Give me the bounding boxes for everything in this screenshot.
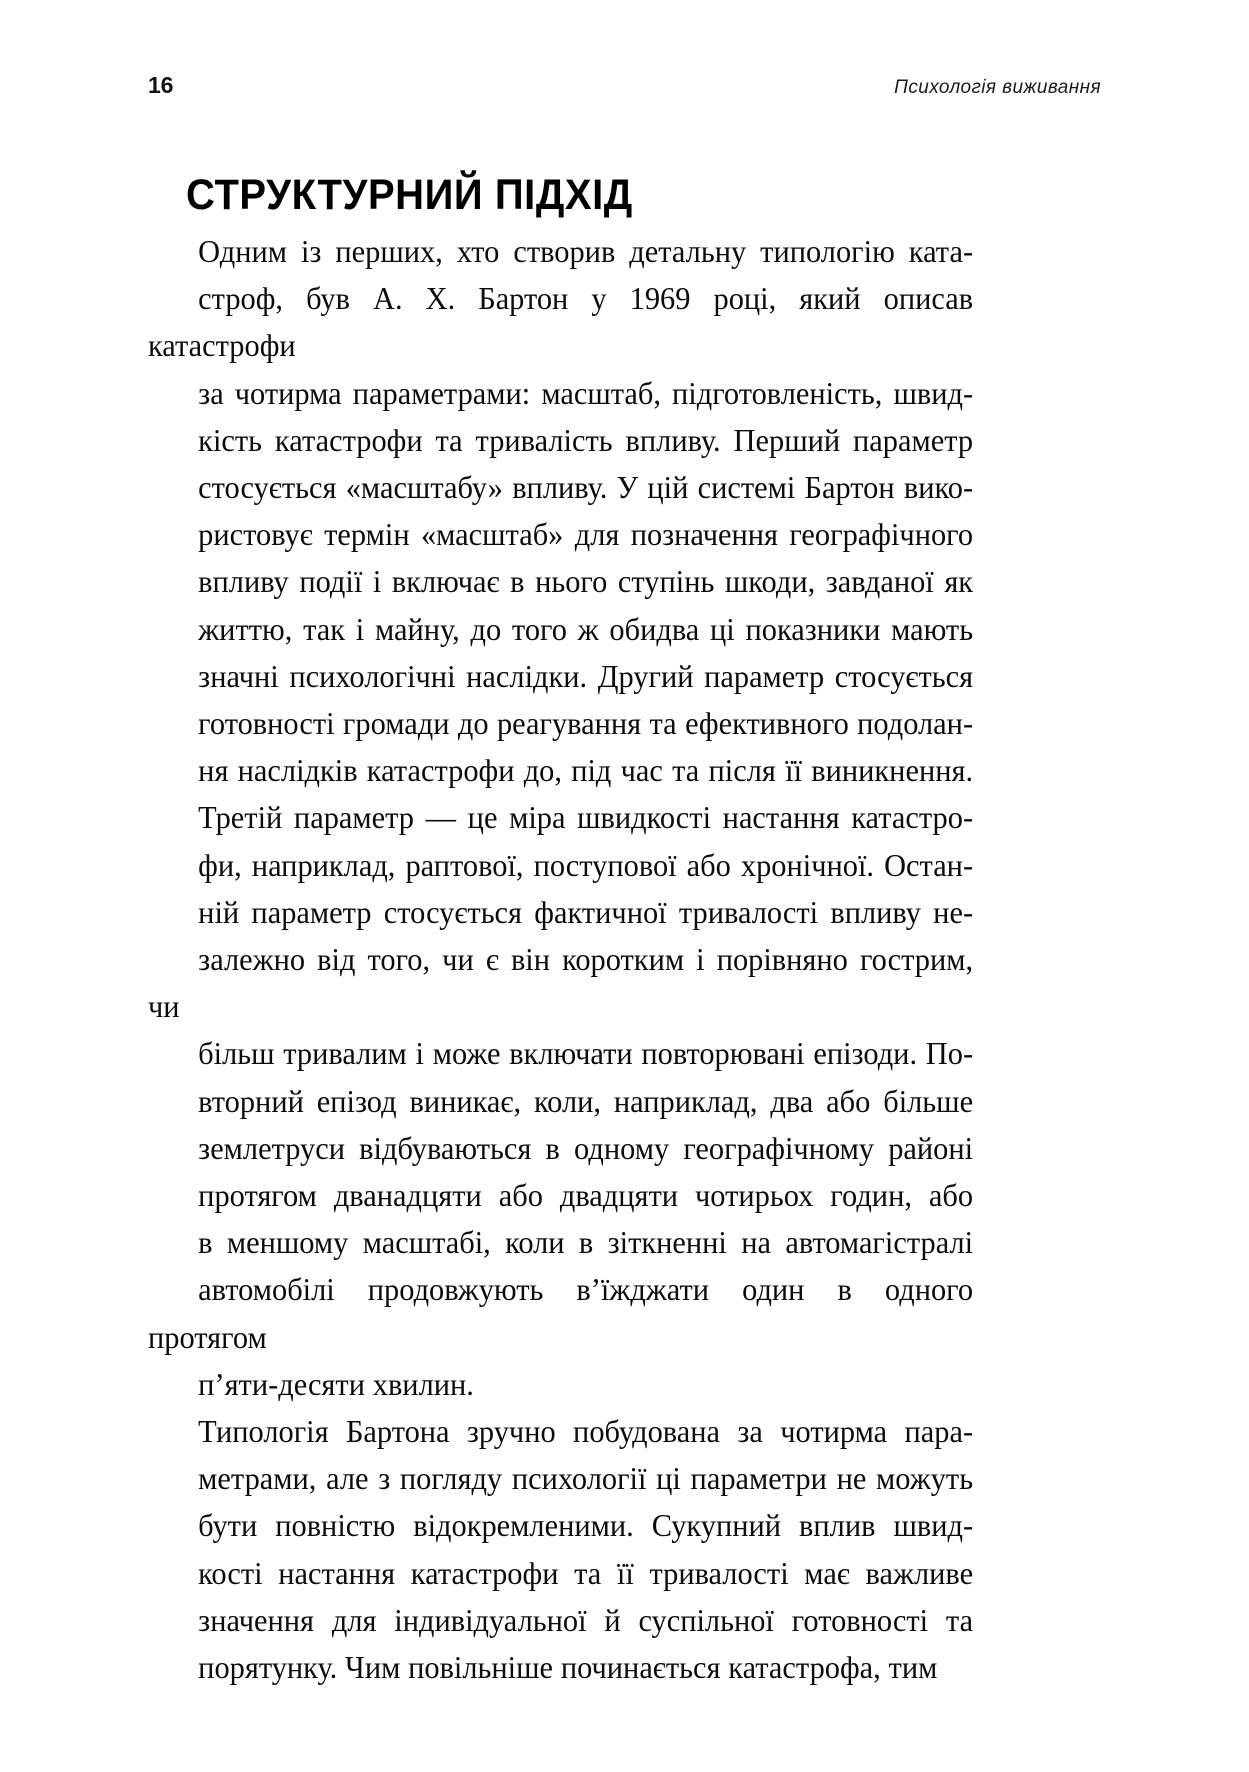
text-line: за чотирма параметрами: масштаб, підготовленість, швид- — [198, 375, 974, 411]
text-line: протягом дванадцяти або двадцяти чотирьох годин, або — [198, 1178, 974, 1214]
text-line: життю, так і майну, до того ж обидва ці показники мають — [198, 611, 974, 647]
text-line: метрами, але з погляду психології ці параметри не можуть — [198, 1461, 974, 1497]
running-head — [148, 74, 1101, 104]
text-line: порятунку. Чим повільніше починається катастрофа, тим — [198, 1650, 938, 1686]
text-line: кість катастрофи та тривалість впливу. Перший параметр — [198, 422, 974, 458]
page-number: 16 — [148, 72, 174, 98]
text-line: залежно від того, чи є він коротким і порівняно гострим, чи — [148, 942, 981, 1025]
page-title: СТРУКТУРНИЙ ПІДХІД — [186, 170, 633, 219]
text-line: п’яти-десяти хвилин. — [198, 1366, 474, 1402]
text-line: ній параметр стосується фактичної тривалості впливу не- — [198, 894, 974, 930]
text-line: бути повністю відокремленими. Сукупний вплив швид- — [198, 1508, 974, 1544]
text-line: впливу події і включає в нього ступінь шкоди, завданої як — [198, 564, 974, 600]
text-line: стосується «масштабу» впливу. У цій системі Бартон вико- — [198, 470, 974, 506]
text-line: автомобілі продовжують в’їжджати один в одного протягом — [148, 1272, 981, 1355]
paragraph — [148, 1408, 973, 1691]
text-line: землетруси відбуваються в одному географічному районі — [198, 1130, 974, 1166]
text-line: Одним із перших, хто створив детальну типологію ката- — [198, 234, 974, 269]
body-text — [148, 228, 981, 1691]
text-line: фи, наприклад, раптової, поступової або хронічної. Остан- — [198, 847, 974, 883]
text-line: значення для індивідуальної й суспільної готовності та — [198, 1602, 974, 1638]
text-line: більш тривалим і може включати повторювані епізоди. По- — [198, 1036, 974, 1072]
text-line: Третій параметр — це міра швидкості настання катастро- — [198, 800, 974, 836]
paragraph — [148, 228, 981, 1408]
text-line: ня наслідків катастрофи до, під час та після її виникнення. — [198, 753, 974, 789]
text-line: Типологія Бартона зручно побудована за чотирма пара- — [198, 1414, 974, 1450]
running-title: Психологія виживання — [894, 77, 1101, 98]
text-line: кості настання катастрофи та її тривалості має важливе — [198, 1555, 974, 1591]
text-line: вторний епізод виникає, коли, наприклад, два або більше — [198, 1083, 974, 1119]
text-line: значні психологічні наслідки. Другий параметр стосується — [198, 658, 974, 694]
text-line: готовності громади до реагування та ефективного подолан- — [198, 706, 974, 742]
text-line: ристовує термін «масштаб» для позначення географічного — [198, 517, 974, 553]
text-line: в меншому масштабі, коли в зіткненні на автомагістралі — [198, 1225, 974, 1261]
text-line: строф, був А. Х. Бартон у 1969 році, який описав катастрофи — [148, 281, 981, 364]
